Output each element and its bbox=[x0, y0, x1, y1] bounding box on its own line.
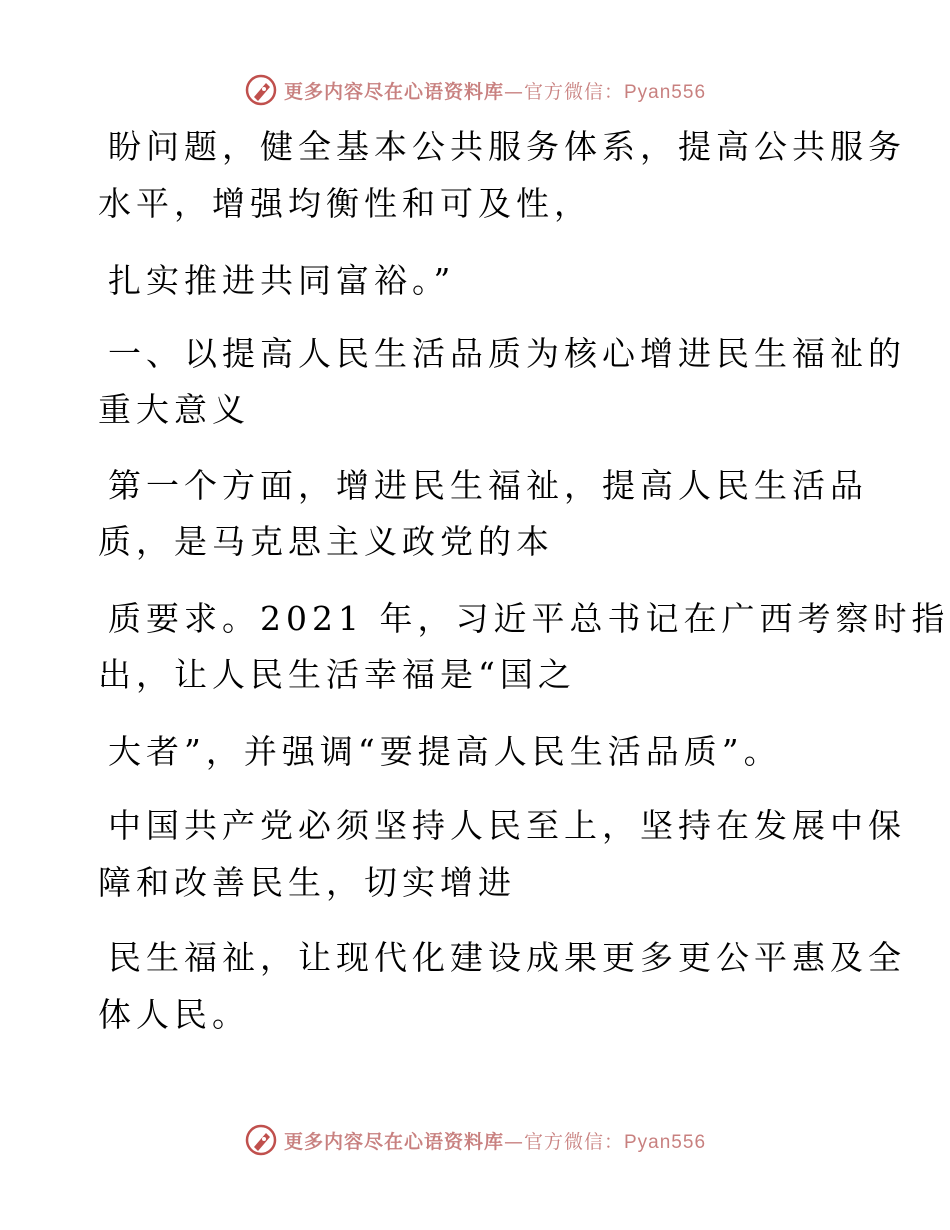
watermark-separator: — bbox=[503, 1130, 524, 1153]
heading-line-1: 一、以提高人民生活品质为核心增进民生福祉的 bbox=[108, 334, 906, 373]
footer-watermark bbox=[0, 1120, 950, 1160]
watermark-wechat-label: 官方微信： bbox=[523, 80, 624, 103]
paragraph-3-line-2: 质，是马克思主义政党的本 bbox=[98, 522, 554, 561]
watermark-wechat-id: Pyan556 bbox=[624, 81, 707, 103]
paragraph-4-line-1: 质要求。2021 年，习近平总书记在广西考察时指 bbox=[108, 599, 950, 638]
paragraph-5-line-1: 大者”，并强调“要提高人民生活品质”。 bbox=[108, 732, 782, 771]
paragraph-2-line-1: 扎实推进共同富裕。” bbox=[108, 261, 456, 300]
watermark-brand: 更多内容尽在心语资料库 bbox=[283, 80, 504, 103]
watermark-brand: 更多内容尽在心语资料库 bbox=[283, 1130, 504, 1153]
paragraph-6-line-1: 中国共产党必须坚持人民至上，坚持在发展中保 bbox=[108, 806, 906, 845]
paragraph-7-line-2: 体人民。 bbox=[98, 995, 250, 1034]
watermark-wechat-id: Pyan556 bbox=[624, 1131, 707, 1153]
heading-line-2: 重大意义 bbox=[98, 390, 250, 429]
paragraph-4-line-2: 出，让人民生活幸福是“国之 bbox=[98, 655, 576, 694]
paragraph-6-line-2: 障和改善民生，切实增进 bbox=[98, 863, 516, 902]
watermark-separator: — bbox=[503, 80, 524, 103]
paragraph-1-line-2: 水平，增强均衡性和可及性， bbox=[98, 184, 592, 223]
watermark-text bbox=[284, 1127, 706, 1154]
paragraph-1-line-1: 盼问题，健全基本公共服务体系，提高公共服务 bbox=[108, 127, 906, 166]
watermark-wechat-label: 官方微信： bbox=[523, 1130, 624, 1153]
pen-nib-circle-icon bbox=[244, 1123, 278, 1157]
paragraph-7-line-1: 民生福祉，让现代化建设成果更多更公平惠及全 bbox=[108, 938, 906, 977]
paragraph-3-line-1: 第一个方面，增进民生福祉，提高人民生活品 bbox=[108, 466, 868, 505]
